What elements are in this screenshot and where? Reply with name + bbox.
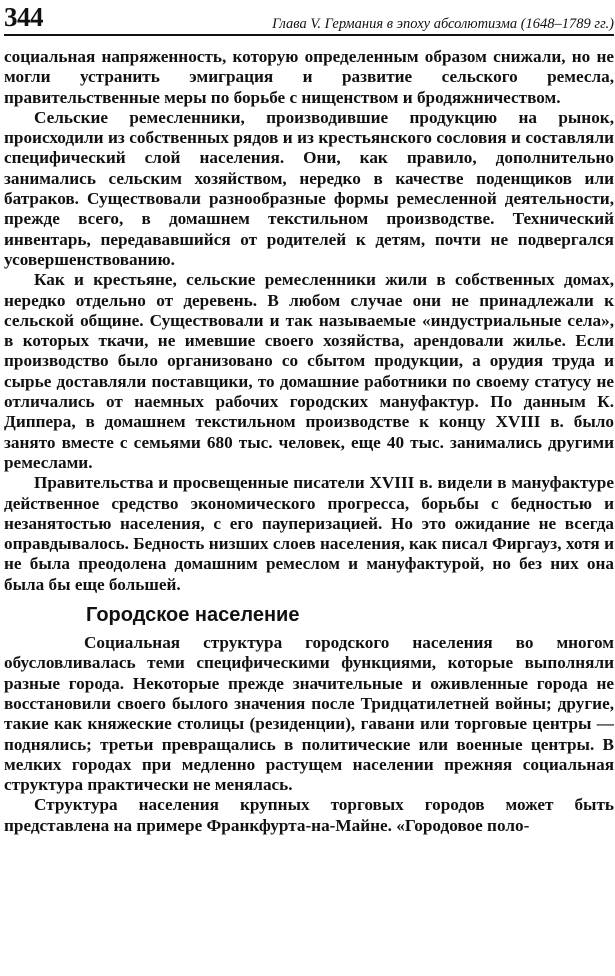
page-body (4, 47, 614, 836)
page-header (4, 0, 614, 36)
paragraph-urban-structure: Социальная структура городского населения во многом обусловливалась теми специфическими функциями, которые выполняли разные города. Некоторые прежде значительные и оживленные города не восстановили своего былого значения после Тридцатилетней войны; другие, такие как княжеские столицы (резиденции), гавани или торговые центры — поднялись; третьи превращались в политические или военные центры. В мелких городах при медленно растущем населении прежняя социальная структура практически не менялась. (4, 633, 614, 795)
running-head: Глава V. Германия в эпоху абсолютизма (1648–1789 гг.) (272, 15, 614, 32)
paragraph-industrial-villages: Как и крестьяне, сельские ремесленники жили в собственных домах, нередко отдельно от деревень. В любом случае они не принадлежали к сельской общине. Существовали и так называемые «индустриальные села», в которых ткачи, не имевшие своего хозяйства, арендовали жилье. Если производство было организовано со сбытом продукции, а орудия труда и сырье доставляли поставщики, то домашние работники по своему статусу не отличались от наемных рабочих городских мануфактур. По данным К. Диппера, в домашнем текстильном производстве к концу XVIII в. было занято вместе с семьями 680 тыс. человек, еще 40 тыс. занимались другими ремеслами. (4, 270, 614, 472)
paragraph-continuation: социальная напряженность, которую определенным образом снижали, но не могли устранить эмиграция и развитие сельского ремесла, правительственные меры по борьбе с нищенством и бродяжничеством. (4, 47, 614, 107)
page-number: 344 (4, 2, 43, 32)
section-heading: Городское население (86, 604, 300, 627)
paragraph-manufactories: Правительства и просвещенные писатели XVIII в. видели в мануфактуре действенное средство экономического прогресса, борьбы с бедностью и незанятостью населения, с его пауперизацией. Но это ожидание не всегда оправдывалось. Бедность низших слоев населения, как писал Фиргауз, хотя и не была преодолена домашним ремеслом и мануфактурой, но без них она была бы еще большей. (4, 473, 614, 594)
paragraph-rural-craftsmen: Сельские ремесленники, производившие продукцию на рынок, происходили из собственных рядов и из крестьянского сословия и составляли специфический слой населения. Они, как правило, дополнительно занимались сельским хозяйством, нередко в качестве поденщиков или батраков. Существовали разнообразные формы ремесленной деятельности, прежде всего, в домашнем текстильном производстве. Технический инвентарь, передававшийся от родителей к детям, почти не подвергался усовершенствованию. (4, 107, 614, 269)
paragraph-frankfurt: Структура населения крупных торговых городов может быть представлена на примере Франкфурта-на-Майне. «Городовое поло- (4, 795, 614, 835)
